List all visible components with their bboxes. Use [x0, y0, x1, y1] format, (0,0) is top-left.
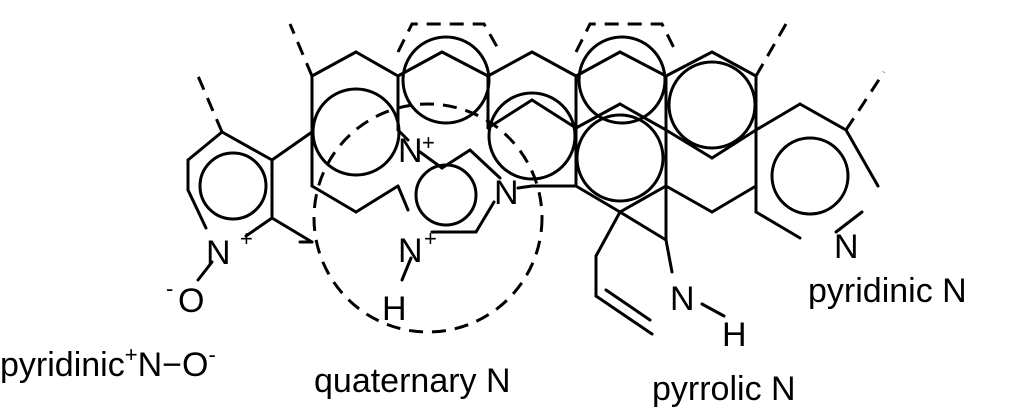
ring-h [666, 52, 756, 212]
n-bottom-charge: + [424, 226, 437, 251]
quaternary-caption: quaternary N [314, 362, 511, 400]
ring-b [312, 52, 399, 212]
pyridinic-caption: pyridinic N [808, 272, 967, 310]
n-pyrrole-atom: N [670, 280, 695, 318]
h-pyrrole-atom: H [722, 316, 747, 354]
n-oxide-charge: + [240, 226, 253, 251]
ring-e [488, 52, 576, 179]
oxygen-atom: O [178, 282, 205, 320]
oxygen-charge: - [166, 276, 174, 301]
n-right-atom: N [494, 174, 519, 212]
ring-c [416, 150, 500, 232]
n-top-atom: N [398, 132, 423, 170]
n-oxide-atom: N [206, 234, 231, 272]
n-top-charge: + [422, 130, 435, 155]
n-bottom-atom: N [398, 232, 423, 270]
pyridinic-oxide-caption: pyridinic+N−O- [0, 342, 216, 384]
ring-i [756, 104, 878, 238]
h-quaternary-atom: H [382, 290, 407, 328]
captions [0, 272, 967, 408]
pyrrolic-caption: pyrrolic N [652, 370, 796, 408]
ring-g [532, 104, 666, 212]
n-pyridine-atom: N [834, 228, 859, 266]
